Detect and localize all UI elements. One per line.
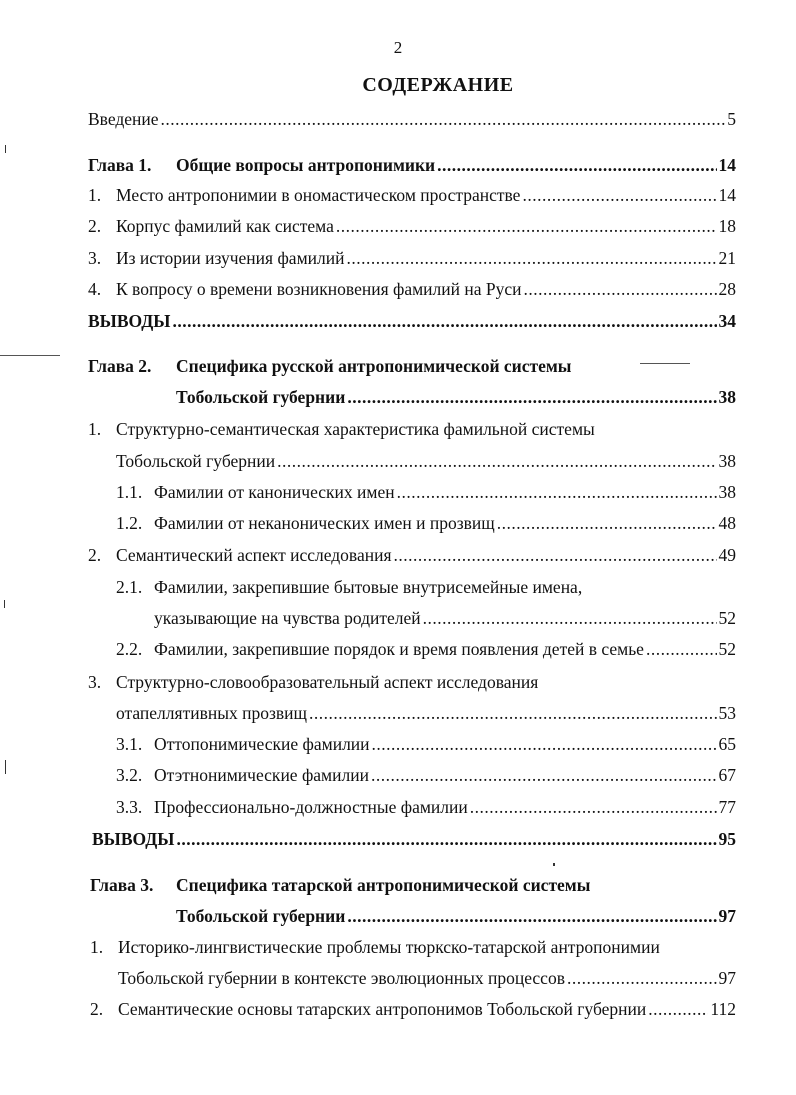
toc-subentry bbox=[116, 481, 736, 503]
toc-entry-number: 2. bbox=[88, 545, 102, 565]
toc-entry-page: 34 bbox=[718, 311, 736, 331]
toc-entry-introduction bbox=[88, 108, 736, 130]
toc-entry-text: Тобольской губернии bbox=[176, 387, 346, 407]
toc-entry-number: 3.3. bbox=[116, 797, 143, 817]
toc-entry-text: Фамилии, закрепившие бытовые внутрисемейные имена, bbox=[154, 577, 583, 597]
toc-subentry-continued bbox=[154, 607, 736, 629]
toc-entry-text: Специфика русской антропонимической системы bbox=[176, 356, 572, 376]
toc-entry-page: 53 bbox=[718, 703, 736, 723]
leader-dots bbox=[423, 607, 717, 629]
toc-entry-number: 4. bbox=[88, 279, 102, 299]
toc-entry-page: 52 bbox=[718, 608, 736, 628]
leader-dots bbox=[173, 310, 717, 332]
toc-entry-number: Глава 2. bbox=[88, 356, 152, 376]
toc-entry-number: 2. bbox=[90, 999, 104, 1019]
toc-entry bbox=[88, 544, 736, 566]
toc-entry-number: Глава 1. bbox=[88, 155, 152, 175]
toc-entry-text: Семантический аспект исследования bbox=[116, 545, 392, 565]
toc-entry-continued bbox=[116, 450, 736, 472]
leader-dots bbox=[397, 481, 717, 503]
leader-dots bbox=[646, 638, 717, 660]
toc-entry-text: Отэтнонимические фамилии bbox=[154, 765, 369, 785]
toc-entry-number: Глава 3. bbox=[90, 875, 154, 895]
toc-entry-number: 2. bbox=[88, 216, 102, 236]
toc-entry-page: 95 bbox=[718, 829, 736, 849]
toc-entry-text: указывающие на чувства родителей bbox=[154, 608, 421, 628]
toc-entry-text: Оттопонимические фамилии bbox=[154, 734, 370, 754]
toc-entry-page: 77 bbox=[718, 797, 736, 817]
toc-entry bbox=[88, 247, 736, 269]
leader-dots bbox=[470, 796, 717, 818]
toc-entry-page: 5 bbox=[727, 109, 736, 129]
toc-entry bbox=[88, 671, 736, 693]
toc-entry-text: Специфика татарской антропонимической системы bbox=[176, 875, 591, 895]
toc-entry bbox=[88, 418, 736, 440]
toc-entry-number: 1. bbox=[88, 185, 102, 205]
toc-conclusions-2 bbox=[92, 828, 736, 850]
toc-entry-page: 38 bbox=[718, 451, 736, 471]
toc-title bbox=[0, 74, 796, 97]
leader-dots bbox=[347, 905, 716, 927]
toc-entry-page: 14 bbox=[718, 155, 736, 175]
toc-subentry bbox=[116, 764, 736, 786]
toc-entry-text: Фамилии от канонических имен bbox=[154, 482, 395, 502]
toc-entry-page: 112 bbox=[710, 999, 736, 1019]
toc-entry bbox=[88, 215, 736, 237]
toc-entry-number: 1.1. bbox=[116, 482, 143, 502]
toc-title-text: СОДЕРЖАНИЕ bbox=[362, 74, 514, 96]
toc-subentry bbox=[116, 576, 736, 598]
leader-dots bbox=[394, 544, 717, 566]
leader-dots bbox=[371, 764, 717, 786]
toc-entry-page: 21 bbox=[718, 248, 736, 268]
toc-entry-text: Структурно-семантическая характеристика фамильной системы bbox=[116, 419, 595, 439]
toc-entry-number: 3. bbox=[88, 248, 102, 268]
toc-entry-page: 67 bbox=[718, 765, 736, 785]
toc-entry-text: Фамилии от неканонических имен и прозвищ bbox=[154, 513, 495, 533]
toc-entry-text: Общие вопросы антропонимики bbox=[176, 155, 436, 175]
toc-entry-text: Тобольской губернии bbox=[116, 451, 276, 471]
toc-entry-number: 3. bbox=[88, 672, 102, 692]
scan-artifact bbox=[5, 760, 6, 774]
toc-entry-number: 2.2. bbox=[116, 639, 143, 659]
toc-entry-number: 2.1. bbox=[116, 577, 143, 597]
toc-entry bbox=[90, 936, 736, 958]
leader-dots bbox=[347, 386, 716, 408]
toc-subentry bbox=[116, 512, 736, 534]
toc-entry-text: ВЫВОДЫ bbox=[88, 311, 171, 331]
toc-entry-number: 1. bbox=[88, 419, 102, 439]
toc-entry-text: Место антропонимии в ономастическом пространстве bbox=[116, 185, 521, 205]
toc-entry-text: Профессионально-должностные фамилии bbox=[154, 797, 468, 817]
toc-entry-number: 3.2. bbox=[116, 765, 143, 785]
toc-entry-page: 65 bbox=[718, 734, 736, 754]
toc-entry-text: отапеллятивных прозвищ bbox=[116, 703, 307, 723]
scan-artifact bbox=[640, 363, 690, 364]
page-number: 2 bbox=[393, 38, 403, 57]
scan-artifact bbox=[553, 863, 555, 866]
toc-chapter-3 bbox=[90, 874, 736, 896]
leader-dots bbox=[524, 278, 717, 300]
toc-conclusions-1 bbox=[88, 310, 736, 332]
toc-entry-page: 38 bbox=[718, 387, 736, 407]
toc-subentry bbox=[116, 733, 736, 755]
scan-artifact bbox=[5, 145, 6, 153]
scan-artifact bbox=[0, 355, 60, 356]
leader-dots bbox=[177, 828, 717, 850]
toc-subentry bbox=[116, 638, 736, 660]
toc-entry-number: 1.2. bbox=[116, 513, 143, 533]
toc-entry-page: 97 bbox=[718, 968, 736, 988]
toc-chapter-2 bbox=[88, 355, 736, 377]
toc-chapter-1 bbox=[88, 154, 736, 176]
leader-dots bbox=[372, 733, 717, 755]
toc-subentry bbox=[116, 796, 736, 818]
toc-entry-text: Тобольской губернии bbox=[176, 906, 346, 926]
leader-dots bbox=[346, 247, 716, 269]
toc-entry bbox=[90, 998, 736, 1020]
toc-entry-text: Введение bbox=[88, 109, 159, 129]
toc-entry-page: 38 bbox=[718, 482, 736, 502]
leader-dots bbox=[567, 967, 717, 989]
leader-dots bbox=[522, 184, 716, 206]
toc-entry-number: 1. bbox=[90, 937, 104, 957]
toc-entry-page: 48 bbox=[718, 513, 736, 533]
leader-dots bbox=[161, 108, 726, 130]
leader-dots bbox=[277, 450, 716, 472]
toc-entry-text: Историко-лингвистические проблемы тюркско-татарской антропонимии bbox=[118, 937, 660, 957]
toc-entry bbox=[88, 184, 736, 206]
toc-entry-text: Из истории изучения фамилий bbox=[116, 248, 345, 268]
leader-dots bbox=[497, 512, 717, 534]
toc-entry-page: 97 bbox=[718, 906, 736, 926]
toc-entry-page: 49 bbox=[718, 545, 736, 565]
leader-dots bbox=[336, 215, 717, 237]
toc-entry-page: 18 bbox=[718, 216, 736, 236]
toc-entry-text: Тобольской губернии в контексте эволюционных процессов bbox=[118, 968, 565, 988]
toc-entry-text: ВЫВОДЫ bbox=[92, 829, 175, 849]
leader-dots bbox=[437, 154, 716, 176]
toc-entry-text: Структурно-словообразовательный аспект исследования bbox=[116, 672, 539, 692]
toc-entry-continued bbox=[118, 967, 736, 989]
toc-chapter-2-continued bbox=[176, 386, 736, 408]
toc-entry bbox=[88, 278, 736, 300]
toc-entry-number: 3.1. bbox=[116, 734, 143, 754]
leader-dots bbox=[309, 702, 717, 724]
toc-entry-page: 52 bbox=[718, 639, 736, 659]
toc-entry-text: Корпус фамилий как система bbox=[116, 216, 334, 236]
toc-entry-text: К вопросу о времени возникновения фамилий на Руси bbox=[116, 279, 522, 299]
toc-entry-text: Фамилии, закрепившие порядок и время появления детей в семье bbox=[154, 639, 644, 659]
toc-entry-page: 28 bbox=[718, 279, 736, 299]
toc-entry-page: 14 bbox=[718, 185, 736, 205]
leader-dots bbox=[648, 998, 708, 1020]
toc-chapter-3-continued bbox=[176, 905, 736, 927]
toc-entry-text: Семантические основы татарских антропонимов Тобольской губернии bbox=[118, 999, 647, 1019]
scan-artifact bbox=[4, 600, 5, 608]
toc-entry-continued bbox=[116, 702, 736, 724]
